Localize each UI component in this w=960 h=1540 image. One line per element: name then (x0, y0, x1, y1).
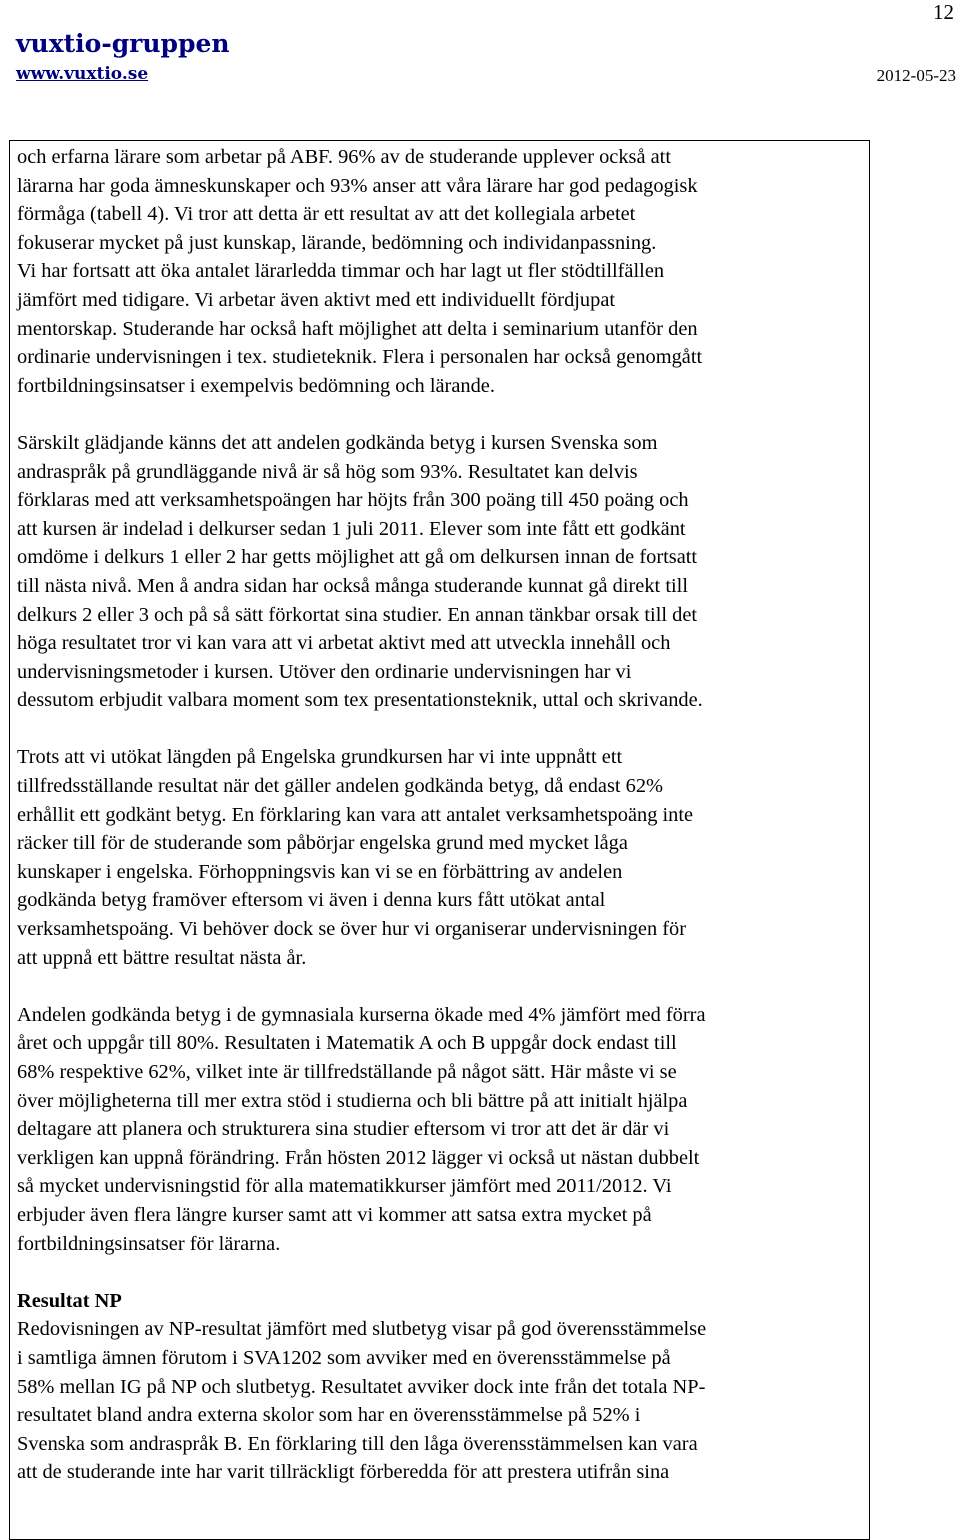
text-line: lärarna har goda ämneskunskaper och 93% anser att våra lärare har god pedagogisk (17, 174, 698, 197)
text-line: i samtliga ämnen förutom i SVA1202 som avviker med en överensstämmelse på (17, 1346, 671, 1369)
text-line: deltagare att planera och strukturera sina studier eftersom vi tror att det är där vi (17, 1118, 670, 1141)
text-line: erbjuder även flera längre kurser samt att vi kommer att satsa extra mycket på (17, 1203, 652, 1226)
text-line: verkligen kan uppnå förändring. Från hösten 2012 lägger vi också ut nästan dubbelt (17, 1146, 700, 1169)
text-line: omdöme i delkurs 1 eller 2 har getts möjlighet att gå om delkursen innan de fortsatt (17, 546, 698, 569)
text-line: godkända betyg framöver eftersom vi även i denna kurs fått utökat antal (17, 889, 606, 912)
text-line: fortbildningsinsatser i exempelvis bedömning och lärande. (17, 374, 495, 397)
text-line: tillfredsställande resultat när det gäller andelen godkända betyg, då endast 62% (17, 775, 664, 798)
text-line: att uppnå ett bättre resultat nästa år. (17, 946, 307, 969)
section-heading: Resultat NP (17, 1289, 122, 1312)
text-line: till nästa nivå. Men å andra sidan har också många studerande kunnat gå direkt till (17, 574, 688, 597)
text-line: och erfarna lärare som arbetar på ABF. 96% av de studerande upplever också att (17, 146, 671, 168)
text-line: Särskilt glädjande känns det att andelen godkända betyg i kursen Svenska som (17, 431, 658, 454)
text-line: att kursen är indelad i delkurser sedan 1 juli 2011. Elever som inte fått ett godkänt (17, 517, 686, 540)
paragraph-teachers (17, 143, 869, 400)
text-line: att de studerande inte har varit tillräckligt förberedda för att prestera utifrån sina (17, 1461, 670, 1484)
text-line: andraspråk på grundläggande nivå är så hög som 93%. Resultatet kan delvis (17, 460, 638, 483)
text-line: delkurs 2 eller 3 och på så sätt förkortat sina studier. En annan tänkbar orsak till det (17, 603, 698, 626)
text-line: resultatet bland andra externa skolor som har en överensstämmelse på 52% i (17, 1404, 641, 1427)
text-line: förmåga (tabell 4). Vi tror att detta är ett resultat av att det kollegiala arbetet (17, 203, 636, 226)
text-line: verksamhetspoäng. Vi behöver dock se över hur vi organiserar undervisningen för (17, 918, 687, 941)
text-line: räcker till för de studerande som påbörjar engelska grund med mycket låga (17, 832, 628, 855)
text-line: Svenska som andraspråk B. En förklaring till den låga överensstämmelsen kan vara (17, 1432, 698, 1455)
text-line: Andelen godkända betyg i de gymnasiala kurserna ökade med 4% jämfört med förra (17, 1003, 706, 1026)
text-line: mentorskap. Studerande har också haft möjlighet att delta i seminarium utanför den (17, 317, 698, 340)
paragraph-upper-secondary (17, 1001, 869, 1258)
paragraph-swedish-second-language (17, 429, 869, 715)
text-line: ordinarie undervisningen i tex. studieteknik. Flera i personalen har också genomgått (17, 346, 703, 369)
section-resultat-np (17, 1287, 869, 1487)
text-line: 68% respektive 62%, vilket inte är tillfredställande på något sätt. Här måste vi se (17, 1061, 677, 1083)
header-date: 2012-05-23 (876, 66, 956, 85)
text-line: Redovisningen av NP-resultat jämfört med slutbetyg visar på god överensstämmelse (17, 1318, 707, 1341)
text-line: höga resultatet tror vi kan vara att vi arbetat aktivt med att utveckla innehåll och (17, 632, 671, 655)
content-box (9, 140, 870, 1540)
text-line: förklaras med att verksamhetspoängen har höjts från 300 poäng till 450 poäng och (17, 489, 689, 512)
brand-name: vuxtio-gruppen (16, 29, 230, 58)
brand-url-link[interactable]: www.vuxtio.se (16, 64, 149, 84)
paragraph-english (17, 743, 869, 972)
text-line: 58% mellan IG på NP och slutbetyg. Resultatet avviker dock inte från det totala NP- (17, 1375, 706, 1398)
text-line: jämfört med tidigare. Vi arbetar även aktivt med ett individuellt fördjupat (17, 288, 616, 311)
page-number: 12 (933, 0, 954, 24)
text-line: kunskaper i engelska. Förhoppningsvis kan vi se en förbättring av andelen (17, 860, 623, 883)
text-line: så mycket undervisningstid för alla matematikkurser jämfört med 2011/2012. Vi (17, 1175, 672, 1198)
text-line: året och uppgår till 80%. Resultaten i Matematik A och B uppgår dock endast till (17, 1032, 677, 1055)
text-line: Vi har fortsatt att öka antalet lärarledda timmar och har lagt ut fler stödtillfällen (17, 260, 665, 283)
text-line: dessutom erbjudit valbara moment som tex presentationsteknik, uttal och skrivande. (17, 689, 703, 712)
text-line: Trots att vi utökat längden på Engelska grundkursen har vi inte uppnått ett (17, 746, 623, 769)
text-line: fokuserar mycket på just kunskap, lärande, bedömning och individanpassning. (17, 231, 657, 254)
text-line: över möjligheterna till mer extra stöd i studierna och bli bättre på att initialt hjälpa (17, 1089, 688, 1112)
text-line: erhållit ett godkänt betyg. En förklaring kan vara att antalet verksamhetspoäng inte (17, 803, 694, 826)
text-line: fortbildningsinsatser för lärarna. (17, 1232, 281, 1255)
text-line: undervisningsmetoder i kursen. Utöver den ordinarie undervisningen har vi (17, 660, 632, 683)
